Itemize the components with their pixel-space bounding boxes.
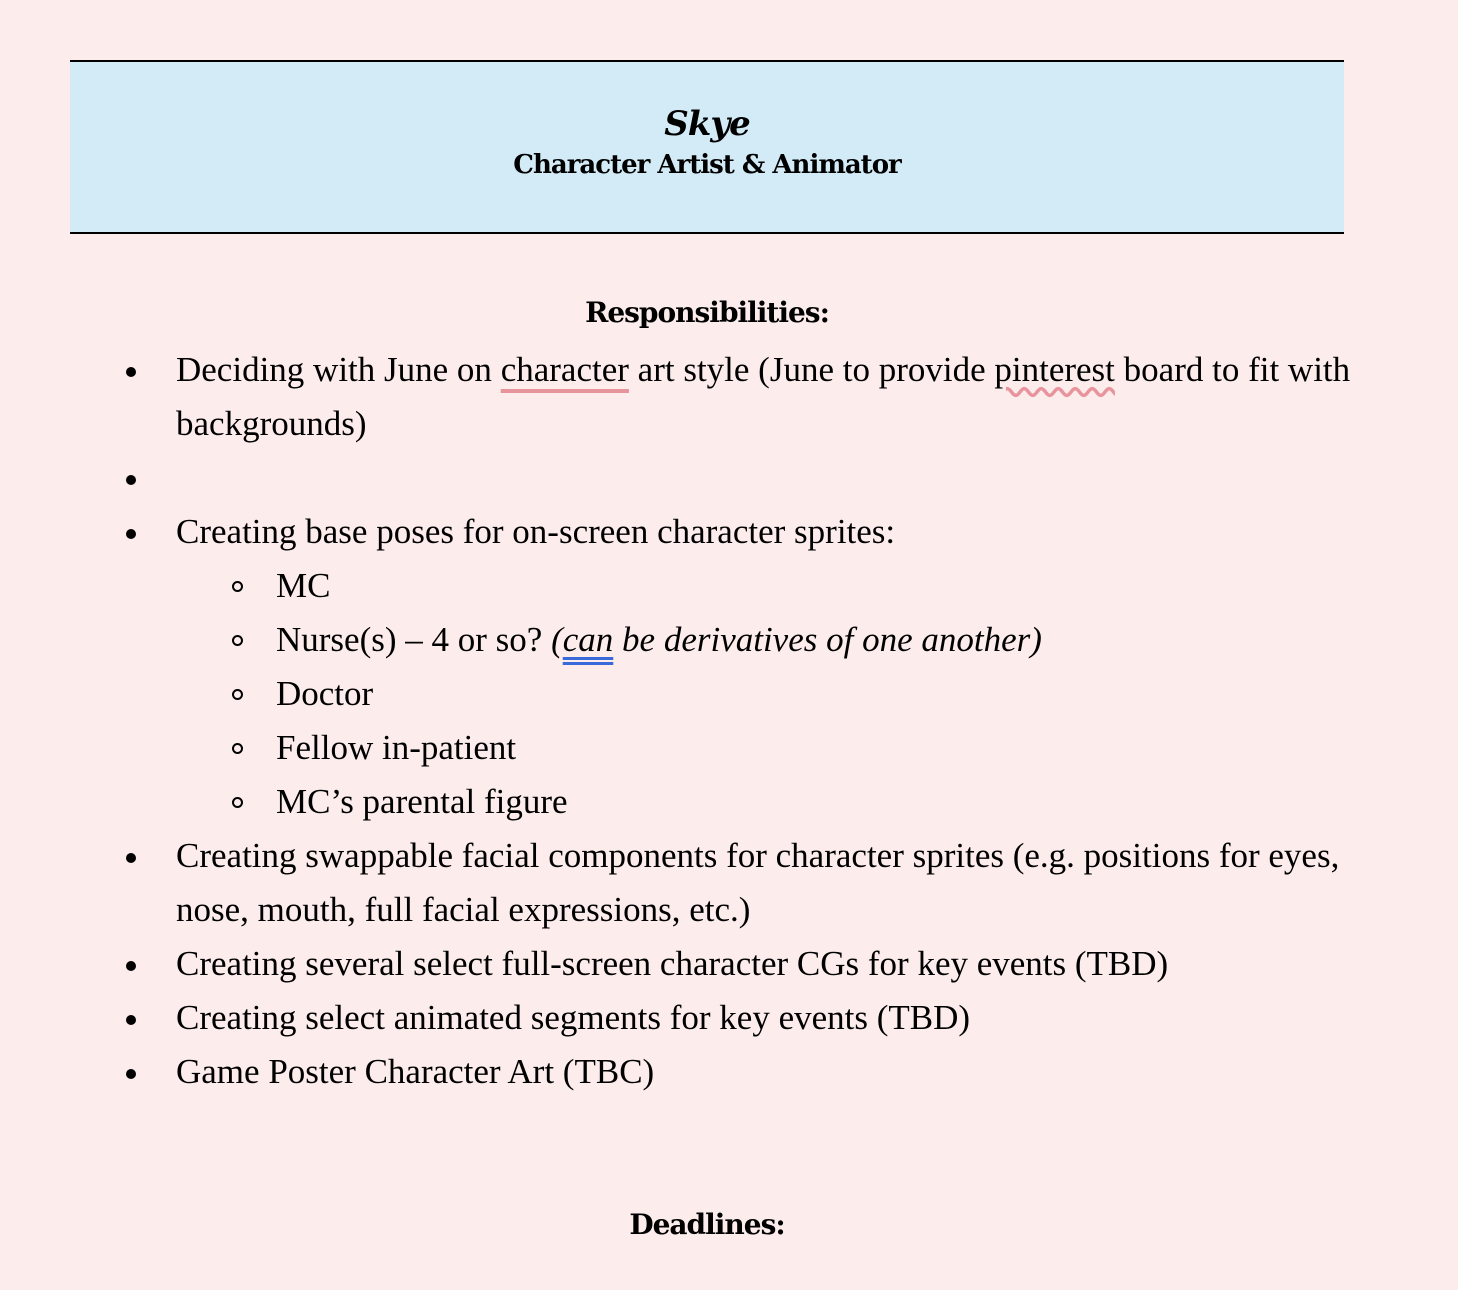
grammar-flagged-word[interactable]: can (562, 620, 614, 659)
list-item-empty[interactable] (120, 451, 1360, 505)
deadlines-heading: Deadlines: (629, 1208, 785, 1241)
sublist-item[interactable]: Doctor (176, 667, 1360, 721)
bullet-icon (126, 853, 136, 863)
grammar-flagged-word[interactable]: character (500, 350, 629, 389)
sublist-item[interactable]: MC’s parental figure (176, 775, 1360, 829)
responsibilities-list (120, 343, 1360, 1099)
bullet-icon (126, 367, 136, 377)
bullet-icon (126, 1015, 136, 1025)
person-name: Skye (664, 104, 750, 144)
sublist-item[interactable]: MC (176, 559, 1360, 613)
sprite-sublist (176, 559, 1360, 829)
list-item[interactable]: Creating swappable facial components for character sprites (e.g. positions for eyes, nose, mouth, full facial expressions, etc.) (120, 829, 1360, 937)
bullet-icon (126, 475, 136, 485)
bullet-icon (126, 961, 136, 971)
list-item[interactable]: Creating base poses for on-screen character sprites: MC Nurse(s) – 4 or so? (can be derivatives of one another) Doctor Fellow in-patient MC’s parental figure (120, 505, 1360, 829)
sublist-item[interactable]: Nurse(s) – 4 or so? (can be derivatives of one another) (176, 613, 1360, 667)
list-item[interactable]: Game Poster Character Art (TBC) (120, 1045, 1360, 1099)
circle-bullet-icon (232, 581, 243, 592)
circle-bullet-icon (232, 689, 243, 700)
header-banner (70, 60, 1344, 234)
circle-bullet-icon (232, 743, 243, 754)
list-item[interactable]: Creating several select full-screen character CGs for key events (TBD) (120, 937, 1360, 991)
list-item[interactable]: Deciding with June on character art style (June to provide pinterest board to fit with backgrounds) (120, 343, 1360, 451)
person-role: Character Artist & Animator (513, 150, 901, 180)
bullet-icon (126, 1069, 136, 1079)
circle-bullet-icon (232, 635, 243, 646)
spelling-flagged-word[interactable]: pinterest (994, 350, 1115, 389)
responsibilities-heading: Responsibilities: (585, 296, 829, 329)
sublist-item[interactable]: Fellow in-patient (176, 721, 1360, 775)
circle-bullet-icon (232, 797, 243, 808)
bullet-icon (126, 529, 136, 539)
list-item[interactable]: Creating select animated segments for key events (TBD) (120, 991, 1360, 1045)
